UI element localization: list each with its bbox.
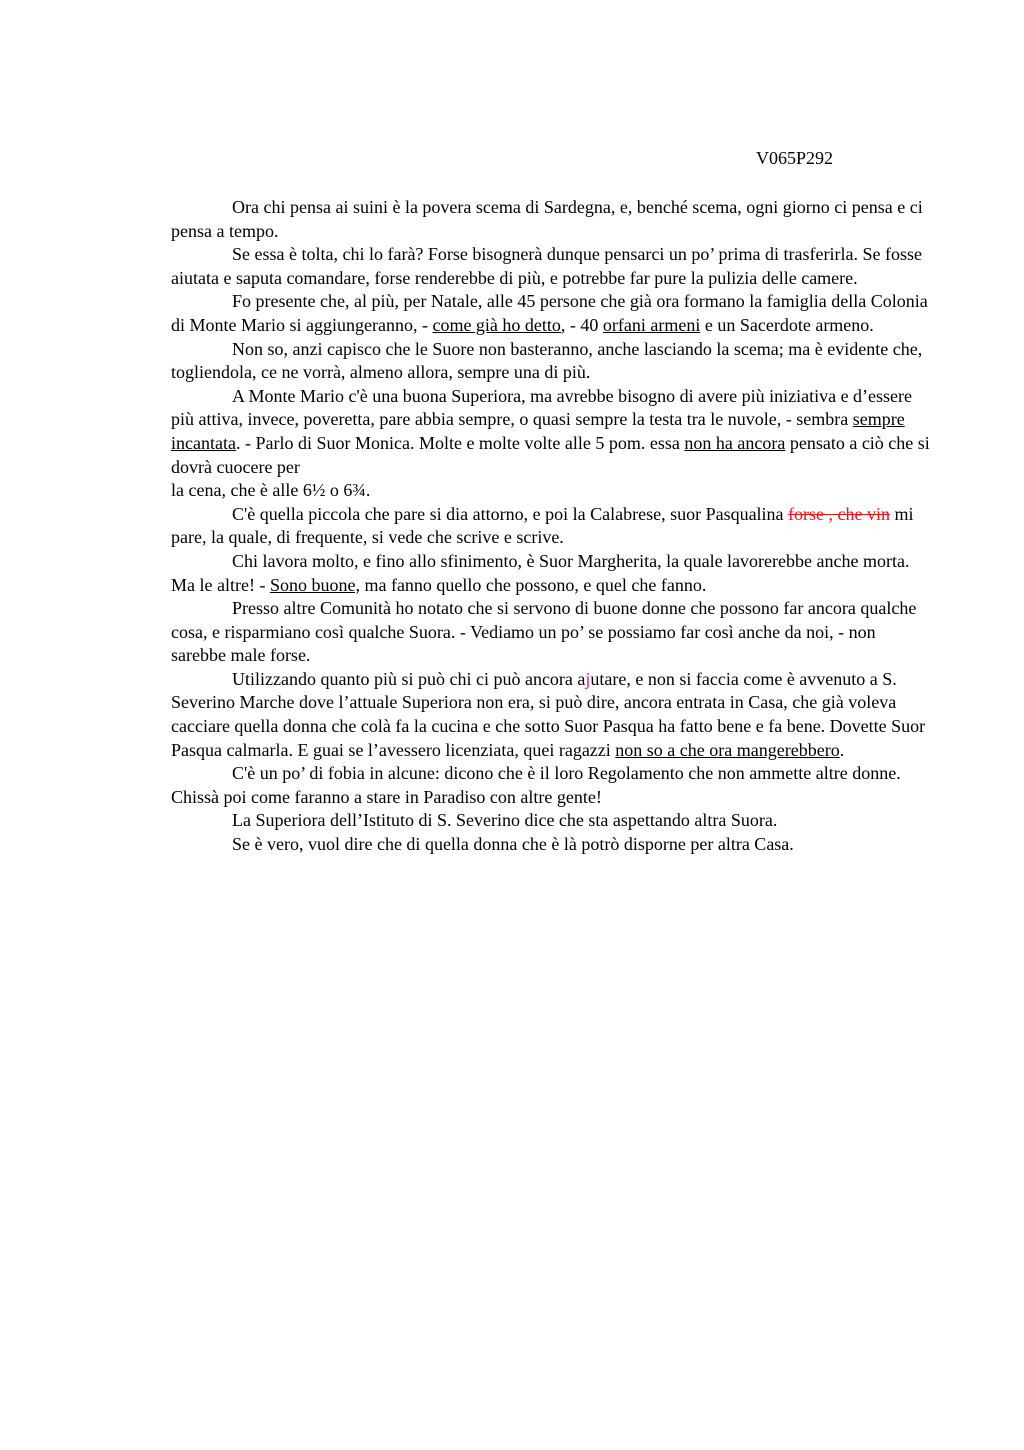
paragraph-1: Ora chi pensa ai suini è la povera scema di Sardegna, e, benché scema, ogni giorno ci pensa e ci pensa a tempo. xyxy=(171,197,923,241)
underlined-text: Sono buone, xyxy=(269,574,360,595)
underlined-text: sempre incantata xyxy=(171,409,905,453)
paragraph-2: Se essa è tolta, chi lo farà? Forse bisognerà dunque pensarci un po’ prima di trasferirla. Se fosse aiutata e saputa comandare, forse renderebbe di più, e potrebbe far pure la pulizia delle camere. xyxy=(171,244,922,288)
text-span: Utilizzando quanto più si può chi ci può ancora a xyxy=(232,668,586,689)
text-span: Fo presente che, al più, per Natale, alle 45 persone che già ora formano la famiglia della Colonia di Monte Mario si aggiungeranno, - xyxy=(171,291,928,335)
text-span: Chi lavora molto, e fino allo sfinimento, è Suor Margherita, la quale lavorerebbe anche morta. Ma le altre! - xyxy=(171,550,910,595)
paragraph-12: Se è vero, vuol dire che di quella donna che è là potrò disporne per altra Casa. xyxy=(232,834,794,855)
text-span: C'è quella piccola che pare si dia attorno, e poi la Calabrese, suor Pasqualina xyxy=(232,503,789,524)
paragraph-10: C'è un po’ di fobia in alcune: dicono che è il loro Regolamento che non ammette altre donne. Chissà poi come faranno a stare in Paradiso con altre gente! xyxy=(171,763,901,807)
paragraph-4: Non so, anzi capisco che le Suore non basteranno, anche lasciando la scema; ma è evidente che, togliendola, ce ne vorrà, almeno allora, sempre una di più. xyxy=(171,338,923,383)
deleted-text: forse , che vin xyxy=(788,503,891,524)
paragraph-3 xyxy=(171,290,931,337)
text-span: A Monte Mario c'è una buona Superiora, ma avrebbe bisogno di avere più iniziativa e d’essere più attiva, invece, poveretta, pare abbia sempre, o quasi sempre la testa tra le nuvole, - sembra xyxy=(171,385,913,430)
underlined-text: non so a che ora mangerebbero xyxy=(615,739,840,760)
paragraph-5 xyxy=(171,385,931,479)
text-span: ma fanno quello che possono, e quel che fanno. xyxy=(359,574,707,595)
text-span: . xyxy=(839,739,845,760)
letter-body xyxy=(171,196,931,857)
paragraph-9 xyxy=(171,668,931,762)
paragraph-11: La Superiora dell’Istituto di S. Severino dice che sta aspettando altra Suora. xyxy=(232,810,778,831)
underlined-text: orfani armeni xyxy=(602,314,701,335)
text-span: , - 40 xyxy=(560,314,603,335)
underlined-text: come già ho detto xyxy=(432,314,561,335)
paragraph-6 xyxy=(171,503,931,550)
text-span: pensato a ciò che si dovrà cuocere per xyxy=(171,432,930,477)
page-reference: V065P292 xyxy=(756,148,834,168)
underlined-text: non ha ancora xyxy=(684,432,786,453)
text-span: mi pare, la quale, di frequente, si vede che scrive e scrive. xyxy=(171,503,914,548)
text-span: e un Sacerdote armeno. xyxy=(700,314,874,335)
text-span: utare, e non si faccia come è avvenuto a S. Severino Marche dove l’attuale Superiora non era, si può dire, ancora entrata in Casa, che già voleva cacciare quella donna che colà fa la cucina e che sotto Suor Pasqua ha fatto bene e fa bene. Dovette Suor Pasqua calmarla. E guai se l’avessero licenziata, quei ragazzi xyxy=(171,668,926,760)
paragraph-5-continuation: la cena, che è alle 6½ o 6¾. xyxy=(171,480,371,501)
paragraph-8: Presso altre Comunità ho notato che si servono di buone donne che possono far ancora qualche cosa, e risparmiano così qualche Suora. - Vediamo un po’ se possiamo far così anche da noi, - non sarebbe male forse. xyxy=(171,598,917,666)
paragraph-7 xyxy=(171,550,931,597)
inserted-text: j xyxy=(585,668,591,689)
text-span: . - Parlo di Suor Monica. Molte e molte volte alle 5 pom. essa xyxy=(235,432,685,453)
